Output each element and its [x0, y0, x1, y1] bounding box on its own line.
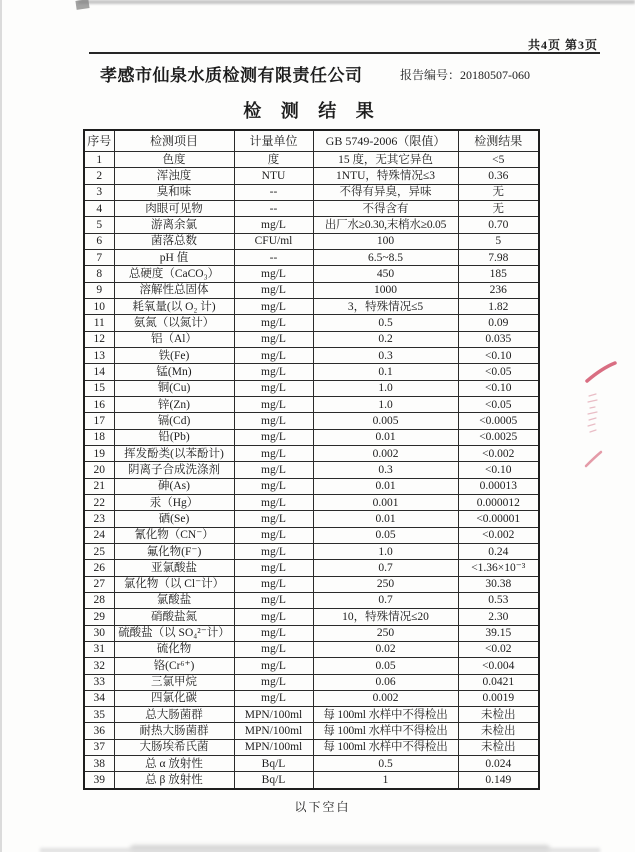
unit-cell: MPN/100ml: [234, 707, 313, 723]
unit-cell: mg/L: [234, 266, 313, 282]
result-cell: 185: [458, 266, 539, 282]
item-cell: 游离余氯: [114, 217, 234, 233]
table-row: [84, 364, 539, 380]
limit-cell: 每 100ml 水样中不得检出: [313, 707, 458, 723]
result-cell: <0.0005: [458, 413, 539, 429]
limit-cell: 0.3: [313, 347, 458, 363]
table-row: [84, 233, 539, 249]
item-cell: 氰化物（CN⁻）: [114, 527, 234, 543]
table-row: [84, 168, 539, 184]
item-cell: 硒(Se): [114, 511, 234, 527]
unit-cell: mg/L: [234, 560, 313, 576]
header-divider-line: [89, 52, 600, 54]
row-number-cell: 28: [84, 592, 114, 608]
table-row: [84, 707, 539, 723]
results-table-header-row: [84, 130, 539, 152]
result-cell: 0.00013: [458, 478, 539, 494]
unit-cell: mg/L: [234, 429, 313, 445]
unit-cell: mg/L: [234, 347, 313, 363]
unit-cell: mg/L: [234, 331, 313, 347]
item-cell: 锌(Zn): [114, 396, 234, 412]
item-cell: 氯化物（以 Cl⁻计）: [114, 576, 234, 592]
table-row: [84, 772, 539, 789]
limit-cell: 0.7: [313, 592, 458, 608]
item-cell: 三氯甲烷: [114, 674, 234, 690]
row-number-cell: 30: [84, 625, 114, 641]
row-number-cell: 8: [84, 266, 114, 282]
row-number-cell: 36: [84, 723, 114, 739]
limit-cell: 0.06: [313, 674, 458, 690]
unit-cell: mg/L: [234, 658, 313, 674]
item-cell: 氯酸盐: [114, 592, 234, 608]
item-cell: 硝酸盐氮: [114, 609, 234, 625]
result-cell: 2.30: [458, 609, 539, 625]
row-number-cell: 11: [84, 315, 114, 331]
limit-cell: 每 100ml 水样中不得检出: [313, 739, 458, 755]
result-cell: 0.53: [458, 592, 539, 608]
row-number-cell: 37: [84, 739, 114, 755]
result-cell: 0.024: [458, 756, 539, 772]
unit-cell: 度: [234, 152, 313, 168]
table-row: [84, 739, 539, 755]
result-cell: 236: [458, 282, 539, 298]
limit-cell: 0.005: [313, 413, 458, 429]
unit-cell: Bq/L: [234, 772, 313, 789]
row-number-cell: 18: [84, 429, 114, 445]
table-row: [84, 690, 539, 706]
row-number-cell: 5: [84, 217, 114, 233]
row-number-cell: 14: [84, 364, 114, 380]
unit-cell: mg/L: [234, 641, 313, 657]
result-cell: <0.02: [458, 641, 539, 657]
unit-cell: mg/L: [234, 396, 313, 412]
result-cell: 0.24: [458, 543, 539, 559]
unit-cell: mg/L: [234, 576, 313, 592]
unit-cell: mg/L: [234, 527, 313, 543]
unit-cell: mg/L: [234, 543, 313, 559]
table-row: [84, 396, 539, 412]
unit-cell: mg/L: [234, 364, 313, 380]
result-cell: <0.004: [458, 658, 539, 674]
limit-cell: 0.02: [313, 641, 458, 657]
table-row: [84, 527, 539, 543]
unit-cell: mg/L: [234, 674, 313, 690]
item-cell: 耐热大肠菌群: [114, 723, 234, 739]
unit-cell: --: [234, 200, 313, 216]
row-number-cell: 22: [84, 494, 114, 510]
result-cell: 39.15: [458, 625, 539, 641]
result-cell: 0.035: [458, 331, 539, 347]
item-cell: 铁(Fe): [114, 347, 234, 363]
result-cell: 0.0421: [458, 674, 539, 690]
row-number-cell: 3: [84, 184, 114, 200]
table-row: [84, 543, 539, 559]
table-row: [84, 511, 539, 527]
limit-cell: 0.002: [313, 445, 458, 461]
result-cell: 30.38: [458, 576, 539, 592]
limit-cell: 0.002: [313, 690, 458, 706]
limit-cell: 1000: [313, 282, 458, 298]
table-row: [84, 641, 539, 657]
item-cell: 硫酸盐（以 SO₄²⁻计）: [114, 625, 234, 641]
row-number-cell: 1: [84, 152, 114, 168]
table-row: [84, 298, 539, 314]
row-number-cell: 20: [84, 462, 114, 478]
row-number-cell: 31: [84, 641, 114, 657]
table-row: [84, 347, 539, 363]
item-cell: 臭和味: [114, 184, 234, 200]
column-header-0: 序号: [84, 130, 114, 152]
limit-cell: 0.1: [313, 364, 458, 380]
limit-cell: 出厂水≥0.30,末梢水≥0.05: [313, 217, 458, 233]
row-number-cell: 9: [84, 282, 114, 298]
result-cell: <0.05: [458, 364, 539, 380]
unit-cell: mg/L: [234, 282, 313, 298]
result-cell: 0.09: [458, 315, 539, 331]
page-indicator: 共4页 第3页: [528, 38, 599, 52]
item-cell: 色度: [114, 152, 234, 168]
row-number-cell: 16: [84, 396, 114, 412]
result-cell: 0.36: [458, 168, 539, 184]
item-cell: 耗氧量(以 O₂ 计): [114, 298, 234, 314]
item-cell: 四氯化碳: [114, 690, 234, 706]
row-number-cell: 24: [84, 527, 114, 543]
limit-cell: 1.0: [313, 543, 458, 559]
unit-cell: mg/L: [234, 462, 313, 478]
table-row: [84, 184, 539, 200]
limit-cell: 450: [313, 266, 458, 282]
unit-cell: mg/L: [234, 494, 313, 510]
unit-cell: mg/L: [234, 445, 313, 461]
result-cell: <0.002: [458, 445, 539, 461]
table-row: [84, 494, 539, 510]
row-number-cell: 38: [84, 756, 114, 772]
limit-cell: 250: [313, 576, 458, 592]
table-row: [84, 462, 539, 478]
table-row: [84, 756, 539, 772]
row-number-cell: 21: [84, 478, 114, 494]
limit-cell: 1NTU，特殊情况≤3: [313, 168, 458, 184]
item-cell: 铜(Cu): [114, 380, 234, 396]
limit-cell: 3，特殊情况≤5: [313, 298, 458, 314]
result-cell: <1.36×10⁻³: [458, 560, 539, 576]
scan-top-edge-artifact: [78, 0, 635, 4]
result-cell: <5: [458, 152, 539, 168]
results-table: [83, 129, 540, 790]
row-number-cell: 12: [84, 331, 114, 347]
table-row: [84, 413, 539, 429]
limit-cell: 不得有异臭，异味: [313, 184, 458, 200]
unit-cell: mg/L: [234, 315, 313, 331]
row-number-cell: 2: [84, 168, 114, 184]
limit-cell: 不得含有: [313, 200, 458, 216]
table-row: [84, 609, 539, 625]
item-cell: 总 α 放射性: [114, 756, 234, 772]
result-cell: <0.00001: [458, 511, 539, 527]
limit-cell: 0.05: [313, 527, 458, 543]
column-header-2: 计量单位: [234, 130, 313, 152]
column-header-4: 检测结果: [458, 130, 539, 152]
result-cell: 1.82: [458, 298, 539, 314]
column-header-3: GB 5749-2006（限值）: [313, 130, 458, 152]
limit-cell: 0.7: [313, 560, 458, 576]
limit-cell: 0.5: [313, 315, 458, 331]
item-cell: 阴离子合成洗涤剂: [114, 462, 234, 478]
unit-cell: mg/L: [234, 609, 313, 625]
row-number-cell: 10: [84, 298, 114, 314]
table-row: [84, 315, 539, 331]
item-cell: 总大肠菌群: [114, 707, 234, 723]
result-cell: <0.05: [458, 396, 539, 412]
limit-cell: 10，特殊情况≤20: [313, 609, 458, 625]
unit-cell: mg/L: [234, 413, 313, 429]
unit-cell: mg/L: [234, 625, 313, 641]
report-number: 报告编号：20180507-060: [400, 68, 530, 82]
limit-cell: 6.5~8.5: [313, 249, 458, 265]
unit-cell: mg/L: [234, 380, 313, 396]
unit-cell: mg/L: [234, 298, 313, 314]
item-cell: 总 β 放射性: [114, 772, 234, 789]
result-cell: <0.0025: [458, 429, 539, 445]
item-cell: 溶解性总固体: [114, 282, 234, 298]
limit-cell: 1: [313, 772, 458, 789]
row-number-cell: 29: [84, 609, 114, 625]
item-cell: 硫化物: [114, 641, 234, 657]
table-row: [84, 445, 539, 461]
scan-bottom-smudge-light: [40, 848, 600, 852]
table-row: [84, 152, 539, 168]
limit-cell: 0.5: [313, 756, 458, 772]
row-number-cell: 6: [84, 233, 114, 249]
limit-cell: 0.3: [313, 462, 458, 478]
limit-cell: 100: [313, 233, 458, 249]
row-number-cell: 19: [84, 445, 114, 461]
row-number-cell: 13: [84, 347, 114, 363]
item-cell: 氟化物(F⁻): [114, 543, 234, 559]
row-number-cell: 39: [84, 772, 114, 789]
item-cell: 铬(Cr⁶⁺): [114, 658, 234, 674]
item-cell: 氨氮（以氮计）: [114, 315, 234, 331]
table-row: [84, 576, 539, 592]
limit-cell: 15 度，无其它异色: [313, 152, 458, 168]
result-cell: 未检出: [458, 723, 539, 739]
item-cell: 镉(Cd): [114, 413, 234, 429]
result-cell: 无: [458, 184, 539, 200]
result-cell: 0.0019: [458, 690, 539, 706]
row-number-cell: 4: [84, 200, 114, 216]
table-row: [84, 380, 539, 396]
result-cell: <0.002: [458, 527, 539, 543]
result-cell: 未检出: [458, 739, 539, 755]
item-cell: 挥发酚类(以苯酚计): [114, 445, 234, 461]
item-cell: 菌落总数: [114, 233, 234, 249]
column-header-1: 检测项目: [114, 130, 234, 152]
limit-cell: 0.01: [313, 511, 458, 527]
row-number-cell: 34: [84, 690, 114, 706]
limit-cell: 每 100ml 水样中不得检出: [313, 723, 458, 739]
limit-cell: 0.01: [313, 429, 458, 445]
company-name: 孝感市仙泉水质检测有限责任公司: [100, 66, 363, 85]
result-cell: <0.10: [458, 380, 539, 396]
results-table-body: [84, 152, 539, 790]
below-blank-note: 以下空白: [294, 800, 351, 814]
unit-cell: --: [234, 184, 313, 200]
limit-cell: 250: [313, 625, 458, 641]
limit-cell: 1.0: [313, 380, 458, 396]
item-cell: 砷(As): [114, 478, 234, 494]
row-number-cell: 15: [84, 380, 114, 396]
item-cell: 亚氯酸盐: [114, 560, 234, 576]
item-cell: 锰(Mn): [114, 364, 234, 380]
item-cell: 大肠埃希氏菌: [114, 739, 234, 755]
row-number-cell: 17: [84, 413, 114, 429]
table-row: [84, 282, 539, 298]
item-cell: 浑浊度: [114, 168, 234, 184]
result-cell: 0.149: [458, 772, 539, 789]
table-row: [84, 723, 539, 739]
table-row: [84, 429, 539, 445]
scan-corner-mark: [75, 0, 89, 10]
limit-cell: 0.001: [313, 494, 458, 510]
item-cell: 铝（Al）: [114, 331, 234, 347]
limit-cell: 1.0: [313, 396, 458, 412]
limit-cell: 0.01: [313, 478, 458, 494]
table-row: [84, 592, 539, 608]
result-cell: 未检出: [458, 707, 539, 723]
unit-cell: Bq/L: [234, 756, 313, 772]
row-number-cell: 35: [84, 707, 114, 723]
limit-cell: 0.2: [313, 331, 458, 347]
table-row: [84, 560, 539, 576]
table-row: [84, 266, 539, 282]
unit-cell: MPN/100ml: [234, 723, 313, 739]
table-row: [84, 217, 539, 233]
unit-cell: CFU/ml: [234, 233, 313, 249]
unit-cell: --: [234, 249, 313, 265]
document-title: 检 测 结 果: [243, 101, 378, 121]
table-row: [84, 478, 539, 494]
limit-cell: 0.05: [313, 658, 458, 674]
unit-cell: MPN/100ml: [234, 739, 313, 755]
row-number-cell: 33: [84, 674, 114, 690]
row-number-cell: 27: [84, 576, 114, 592]
result-cell: 0.000012: [458, 494, 539, 510]
unit-cell: mg/L: [234, 592, 313, 608]
table-row: [84, 658, 539, 674]
red-seal-fragment: [580, 358, 626, 474]
item-cell: 总硬度（CaCO₃）: [114, 266, 234, 282]
result-cell: <0.10: [458, 462, 539, 478]
table-row: [84, 625, 539, 641]
item-cell: 铅(Pb): [114, 429, 234, 445]
unit-cell: mg/L: [234, 690, 313, 706]
row-number-cell: 23: [84, 511, 114, 527]
result-cell: <0.10: [458, 347, 539, 363]
row-number-cell: 26: [84, 560, 114, 576]
unit-cell: mg/L: [234, 217, 313, 233]
unit-cell: mg/L: [234, 478, 313, 494]
table-row: [84, 674, 539, 690]
row-number-cell: 7: [84, 249, 114, 265]
table-row: [84, 249, 539, 265]
item-cell: 汞（Hg）: [114, 494, 234, 510]
row-number-cell: 32: [84, 658, 114, 674]
result-cell: 7.98: [458, 249, 539, 265]
row-number-cell: 25: [84, 543, 114, 559]
scan-left-edge-artifact: [0, 0, 2, 852]
unit-cell: mg/L: [234, 511, 313, 527]
unit-cell: NTU: [234, 168, 313, 184]
item-cell: pH 值: [114, 249, 234, 265]
table-row: [84, 200, 539, 216]
item-cell: 肉眼可见物: [114, 200, 234, 216]
result-cell: 无: [458, 200, 539, 216]
result-cell: 0.70: [458, 217, 539, 233]
table-row: [84, 331, 539, 347]
result-cell: 5: [458, 233, 539, 249]
